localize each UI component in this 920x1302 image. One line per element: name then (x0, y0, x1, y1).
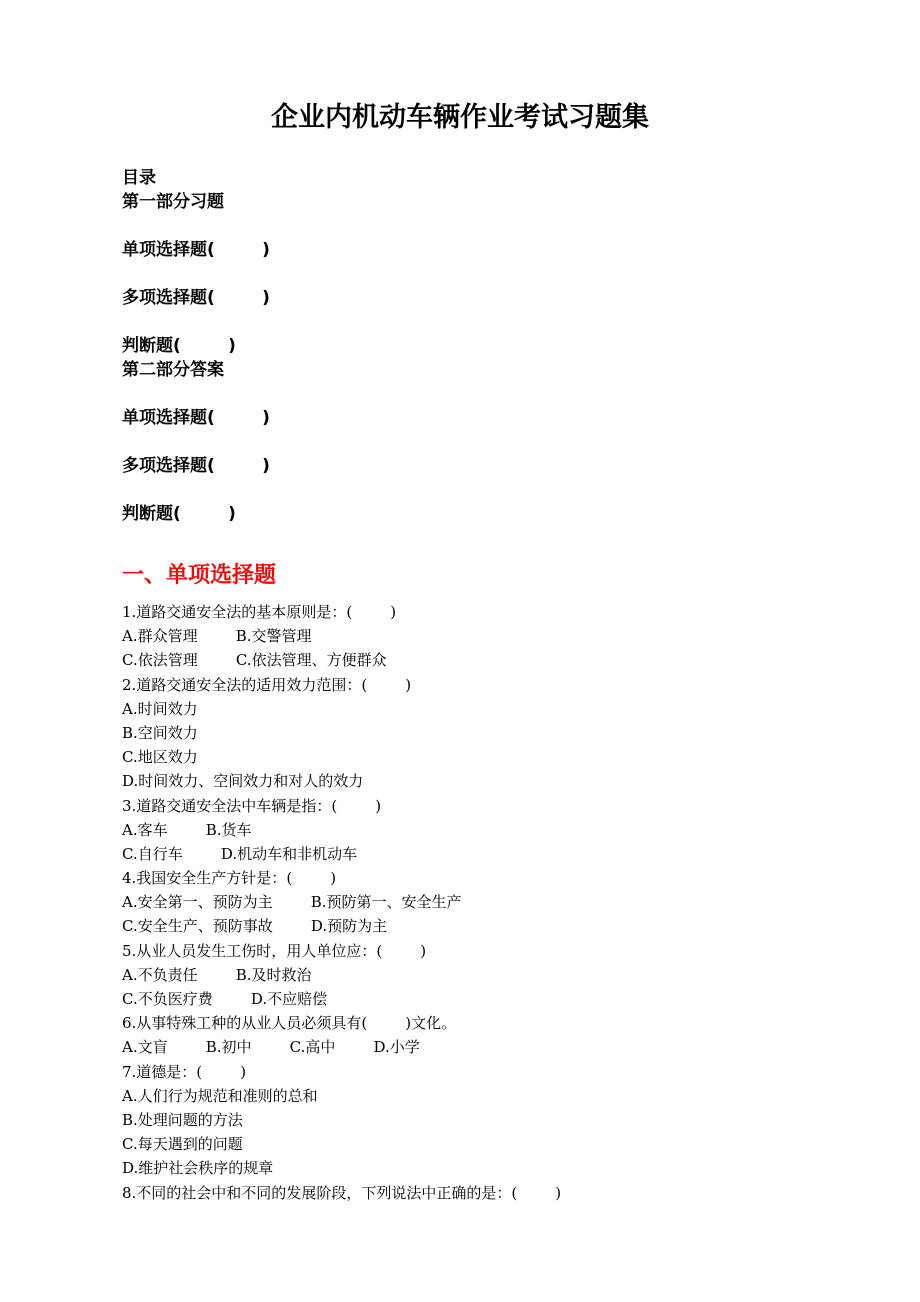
toc-heading: 目录 (122, 168, 156, 188)
question-line: B.空间效力 (122, 723, 198, 742)
question-line: 5.从业人员发生工伤时，用人单位应：( ) (122, 941, 427, 960)
question-line: C.自行车 D.机动车和非机动车 (122, 844, 358, 863)
question-line: A.不负责任 B.及时救治 (122, 965, 312, 984)
question-line: 1.道路交通安全法的基本原则是：( ) (122, 603, 397, 621)
question-line: C.安全生产、预防事故 D.预防为主 (122, 917, 388, 936)
question-line: 7.道德是：( ) (122, 1062, 247, 1081)
toc-spacer (122, 382, 722, 406)
question-line: C.依法管理 C.依法管理、方便群众 (122, 651, 387, 670)
question-line: A.文盲 B.初中 C.高中 D.小学 (122, 1038, 420, 1057)
document-title: 企业内机动车辆作业考试习题集 (271, 102, 649, 133)
toc-part2-multi-choice: 多项选择题( ) (122, 456, 270, 476)
question-line: 3.道路交通安全法中车辆是指：( ) (122, 796, 382, 815)
question-line: C.不负医疗费 D.不应赔偿 (122, 990, 328, 1008)
section-heading-single-choice: 一、单项选择题 (122, 563, 277, 588)
toc-part2-true-false: 判断题( ) (122, 504, 236, 524)
toc-part2: 第二部分答案 (122, 360, 224, 380)
table-of-contents (122, 166, 722, 526)
toc-part1: 第一部分习题 (122, 192, 224, 212)
question-line: D.维护社会秩序的规章 (122, 1159, 274, 1178)
toc-spacer (122, 214, 722, 238)
question-line: A.安全第一、预防为主 B.预防第一、安全生产 (122, 893, 462, 912)
question-line: B.处理问题的方法 (122, 1110, 243, 1129)
question-line: D.时间效力、空间效力和对人的效力 (122, 772, 364, 791)
toc-spacer (122, 478, 722, 502)
question-list (122, 600, 822, 1205)
question-line: 8.不同的社会中和不同的发展阶段，下列说法中正确的是：( ) (122, 1183, 562, 1202)
toc-spacer (122, 310, 722, 334)
toc-part1-single-choice: 单项选择题( ) (122, 240, 270, 260)
question-line: C.地区效力 (122, 748, 198, 767)
question-line: A.群众管理 B.交警管理 (122, 627, 312, 646)
toc-part1-true-false: 判断题( ) (122, 336, 236, 356)
toc-part2-single-choice: 单项选择题( ) (122, 408, 270, 428)
toc-spacer (122, 262, 722, 286)
toc-spacer (122, 430, 722, 454)
question-line: 2.道路交通安全法的适用效力范围：( ) (122, 675, 412, 694)
question-line: A.客车 B.货车 (122, 820, 252, 839)
question-line: C.每天遇到的问题 (122, 1135, 243, 1154)
toc-part1-multi-choice: 多项选择题( ) (122, 288, 270, 308)
question-line: 4.我国安全生产方针是：( ) (122, 869, 337, 888)
question-line: A.人们行为规范和准则的总和 (122, 1086, 318, 1105)
question-line: 6.从事特殊工种的从业人员必须具有( )文化。 (122, 1014, 457, 1033)
question-line: A.时间效力 (122, 699, 198, 718)
